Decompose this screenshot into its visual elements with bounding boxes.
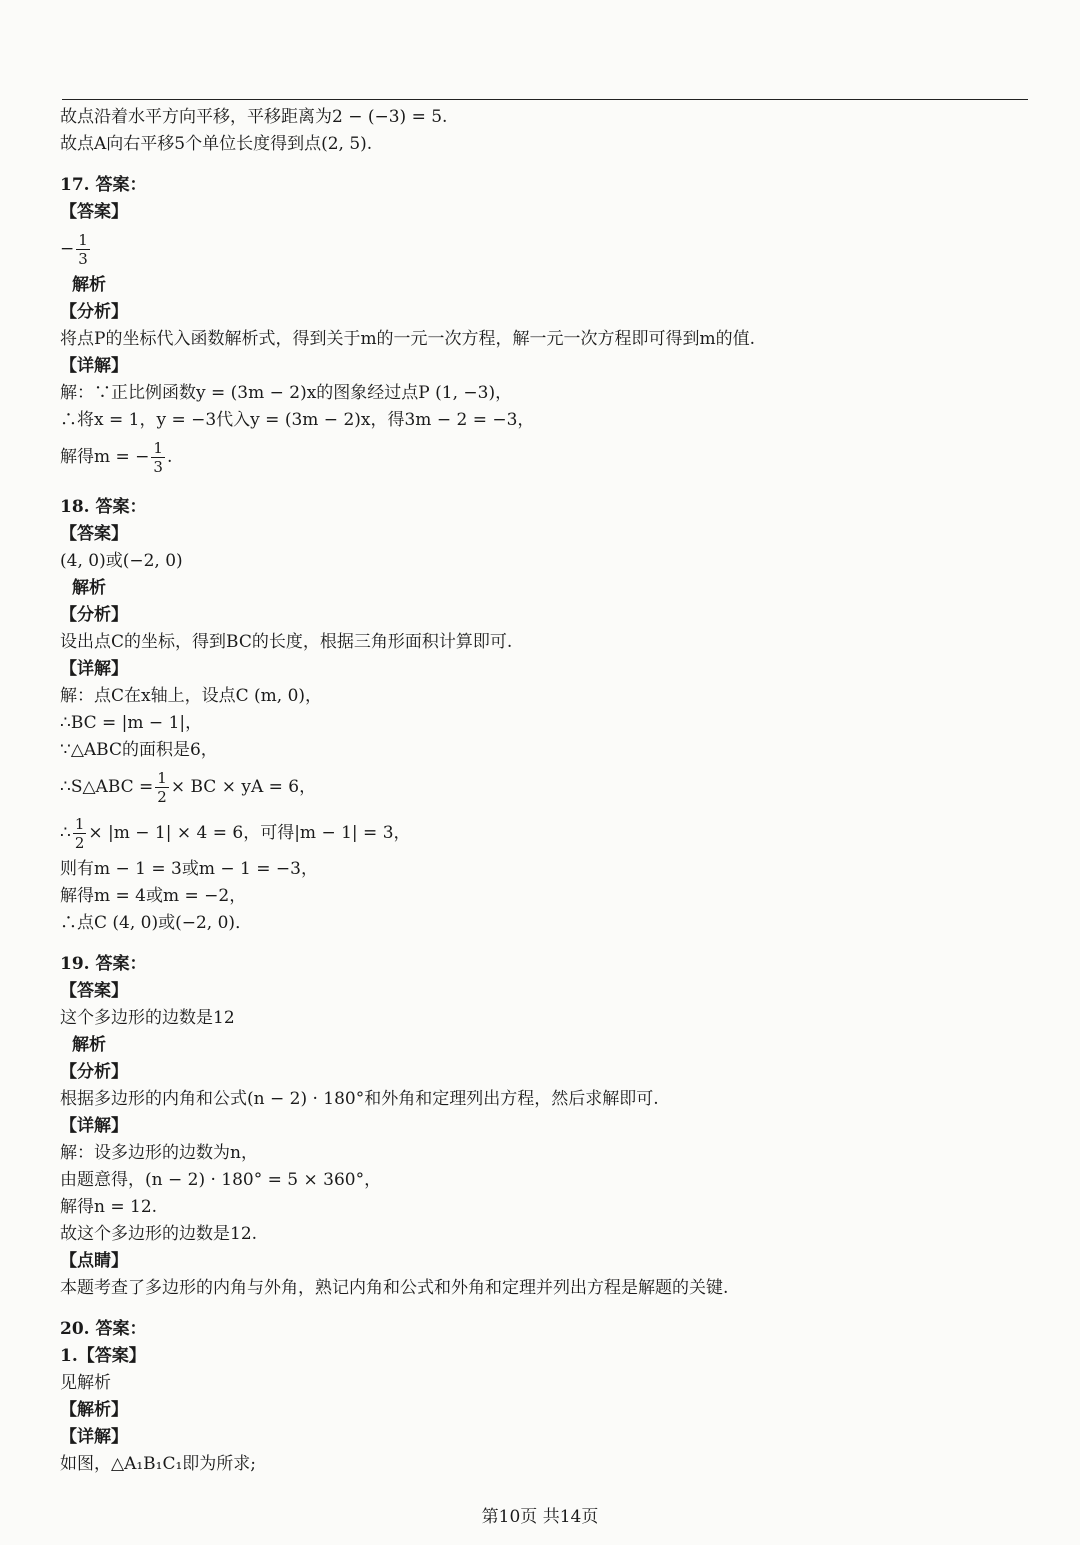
fraction-denominator: 2 [157, 787, 167, 806]
section-label: 【答案】 [60, 524, 128, 544]
text-line: 解：设多边形的边数为n， [60, 1143, 258, 1163]
text-line: 本题考查了多边形的内角与外角，熟记内角和公式和外角和定理并列出方程是解题的关键. [60, 1278, 729, 1298]
section-label: 【答案】 [60, 981, 128, 1001]
section-label: 【解析】 [60, 1400, 128, 1420]
text-line: 则有m − 1 = 3或m − 1 = −3， [60, 859, 318, 879]
text-line: (4, 0)或(−2, 0) [60, 551, 183, 571]
math-prefix: 解得m = − [60, 446, 150, 467]
analysis-heading: 解析 [72, 275, 106, 295]
math-prefix: − [60, 238, 75, 259]
text-line: 解：∵正比例函数y = (3m − 2)x的图象经过点P (1, −3)， [60, 383, 513, 403]
math-prefix: ∴S△ABC = [60, 776, 154, 797]
math-suffix: × BC × yA = 6， [170, 776, 317, 797]
text-line: 由题意得，(n − 2) · 180° = 5 × 360°， [60, 1170, 382, 1190]
math-prefix: ∴ [60, 822, 71, 843]
section-label: 【详解】 [60, 356, 128, 376]
text-line: 故这个多边形的边数是12. [60, 1224, 258, 1244]
document-body [60, 104, 1030, 1478]
section-label: 【点睛】 [60, 1251, 128, 1271]
section-label: 【分析】 [60, 605, 128, 625]
text-line: 见解析 [60, 1373, 111, 1393]
math-line [60, 434, 1030, 480]
question-heading: 18. 答案： [60, 497, 147, 517]
section-label: 【详解】 [60, 659, 128, 679]
text-line: ∴BC = |m − 1|， [60, 713, 203, 733]
fraction [76, 231, 90, 268]
text-line: 设出点C的坐标，得到BC的长度，根据三角形面积计算即可. [60, 632, 513, 652]
math-suffix: . [166, 446, 173, 467]
fraction [73, 815, 87, 852]
analysis-heading: 解析 [72, 1035, 106, 1055]
fraction [151, 439, 165, 476]
text-line: 这个多边形的边数是12 [60, 1008, 235, 1028]
math-suffix: × |m − 1| × 4 = 6，可得|m − 1| = 3， [88, 822, 411, 843]
fraction-denominator: 3 [78, 249, 88, 268]
text-line: ∴点C (4, 0)或(−2, 0)． [60, 913, 253, 933]
section-label: 【详解】 [60, 1427, 128, 1447]
fraction-numerator: 1 [153, 438, 163, 457]
section-label: 1.【答案】 [60, 1346, 146, 1366]
text-line: 解：点C在x轴上，设点C (m, 0)， [60, 686, 323, 706]
section-label: 【分析】 [60, 302, 128, 322]
question-heading: 20. 答案： [60, 1319, 147, 1339]
section-label: 【分析】 [60, 1062, 128, 1082]
fraction-denominator: 2 [74, 833, 85, 852]
section-label: 【详解】 [60, 1116, 128, 1136]
text-line: 故点沿着水平方向平移，平移距离为2 − (−3) = 5. [60, 107, 448, 127]
page-footer: 第10页 共14页 [481, 1507, 599, 1527]
text-line: 将点P的坐标代入函数解析式，得到关于m的一元一次方程，解一元一次方程即可得到m的值. [60, 329, 756, 349]
question-heading: 17. 答案： [60, 175, 147, 195]
fraction-numerator: 1 [74, 814, 85, 833]
math-line [60, 226, 1030, 272]
text-line: 故点A向右平移5个单位长度得到点(2, 5). [60, 134, 373, 154]
fraction [155, 769, 169, 806]
text-line: ∵△ABC的面积是6， [60, 740, 218, 760]
math-line [60, 810, 1030, 856]
fraction-numerator: 1 [78, 230, 88, 249]
math-line [60, 764, 1030, 810]
fraction-denominator: 3 [153, 457, 163, 476]
header-rule [62, 99, 1028, 100]
text-line: ∴将x = 1，y = −3代入y = (3m − 2)x，得3m − 2 = −3， [60, 410, 535, 430]
question-heading: 19. 答案： [60, 954, 147, 974]
section-label: 【答案】 [60, 202, 128, 222]
analysis-heading: 解析 [72, 578, 106, 598]
text-line: 解得n = 12. [60, 1197, 158, 1217]
text-line: 如图，△A₁B₁C₁即为所求; [60, 1454, 257, 1474]
text-line: 解得m = 4或m = −2， [60, 886, 247, 906]
text-line: 根据多边形的内角和公式(n − 2) · 180°和外角和定理列出方程，然后求解即可. [60, 1089, 659, 1109]
fraction-numerator: 1 [157, 768, 167, 787]
